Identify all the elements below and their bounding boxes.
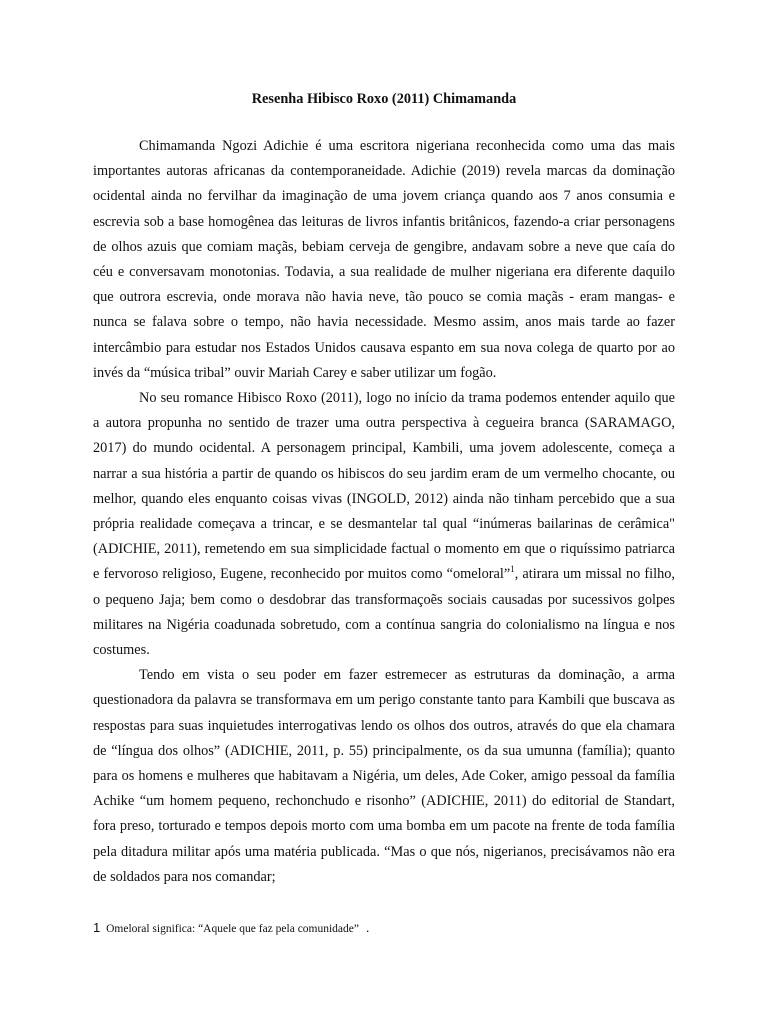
footnote-text: Omeloral significa: “Aquele que faz pela comunidade”: [106, 923, 359, 935]
footnote-number: 1: [93, 920, 101, 935]
paragraph-1: Chimamanda Ngozi Adichie é uma escritora nigeriana reconhecida como uma das mais importantes autoras africanas da contemporaneidade. Adichie (2019) revela marcas da dominação ocidental ainda no fervilhar da imaginação de uma jovem criança quando aos 7 anos consumia e escrevia sob a base homogênea das leituras de livros infantis britânicos, fazendo-a criar personagens de olhos azuis que comiam maçãs, bebiam cerveja de gengibre, andavam sobre a neve que caía do céu e conversavam monotonias. Todavia, a sua realidade de mulher nigeriana era diferente daquilo que outrora escrevia, onde morava não havia neve, tão pouco se comia maçãs - eram mangas- e nunca se falava sobre o tempo, não havia necessidade. Mesmo assim, anos mais tarde ao fazer intercâmbio para estudar nos Estados Unidos causava espanto em sua nova colega de quarto por ao invés da “música tribal” ouvir Mariah Carey e saber utilizar um fogão.: [93, 138, 675, 381]
paragraph-2-text-after-note: , atirara um missal no filho, o pequeno Jaja; bem como o desdobrar das transformaçoẽs sociais causadas por sucessivos golpes militares na Nigéria coadunada sobretudo, com a contínua sangria do colonialismo na língua e nos costumes.: [93, 566, 675, 659]
paragraph-3: Tendo em vista o seu poder em fazer estremecer as estruturas da dominação, a arma questionadora da palavra se transformava em um perigo constante tanto para Kambili que buscava as respostas para suas inquietudes interrogativas lendo os olhos dos outros, através do que ela chamara de “língua dos olhos” (ADICHIE, 2011, p. 55) principalmente, os da sua umunna (família); quanto para os homens e mulheres que habitavam a Nigéria, um deles, Ade Coker, amigo pessoal da família Achike “um homem pequeno, rechonchudo e risonho” (ADICHIE, 2011) do editorial de Standart, fora preso, torturado e tempos depois morto com uma bomba em um pacote na frente de toda família pela ditadura militar após uma matéria publicada. “Mas o que nós, nigerianos, precisávamos não era de soldados para nos comandar;: [93, 667, 675, 885]
document-body: [93, 134, 675, 890]
footnote-reference: 1: [510, 564, 515, 575]
footnote-trailing-period: .: [365, 920, 370, 935]
document-title: Resenha Hibisco Roxo (2011) Chimamanda: [251, 91, 517, 107]
paragraph-2-text-before-note: No seu romance Hibisco Roxo (2011), logo no início da trama podemos entender aquilo que a autora propunha no sentido de trazer uma outra perspectiva à cegueira branca (SARAMAGO, 2017) do mundo ocidental. A personagem principal, Kambili, uma jovem adolescente, começa a narrar a sua história a partir de quando os hibiscos do seu jardim eram de um vermelho chocante, ou melhor, quando eles enquanto coisas vivas (INGOLD, 2012) ainda não tinham percebido que a sua própria realidade começava a trincar, e se desmantelar tal qual “inúmeras bailarinas de cerâmica" (ADICHIE, 2011), remetendo em sua simplicidade factual o momento em que o riquíssimo patriarca e fervoroso religioso, Eugene, reconhecido por muitos como “omeloral”: [93, 390, 675, 583]
footnote: [93, 920, 675, 937]
paragraph-2: [93, 386, 675, 663]
